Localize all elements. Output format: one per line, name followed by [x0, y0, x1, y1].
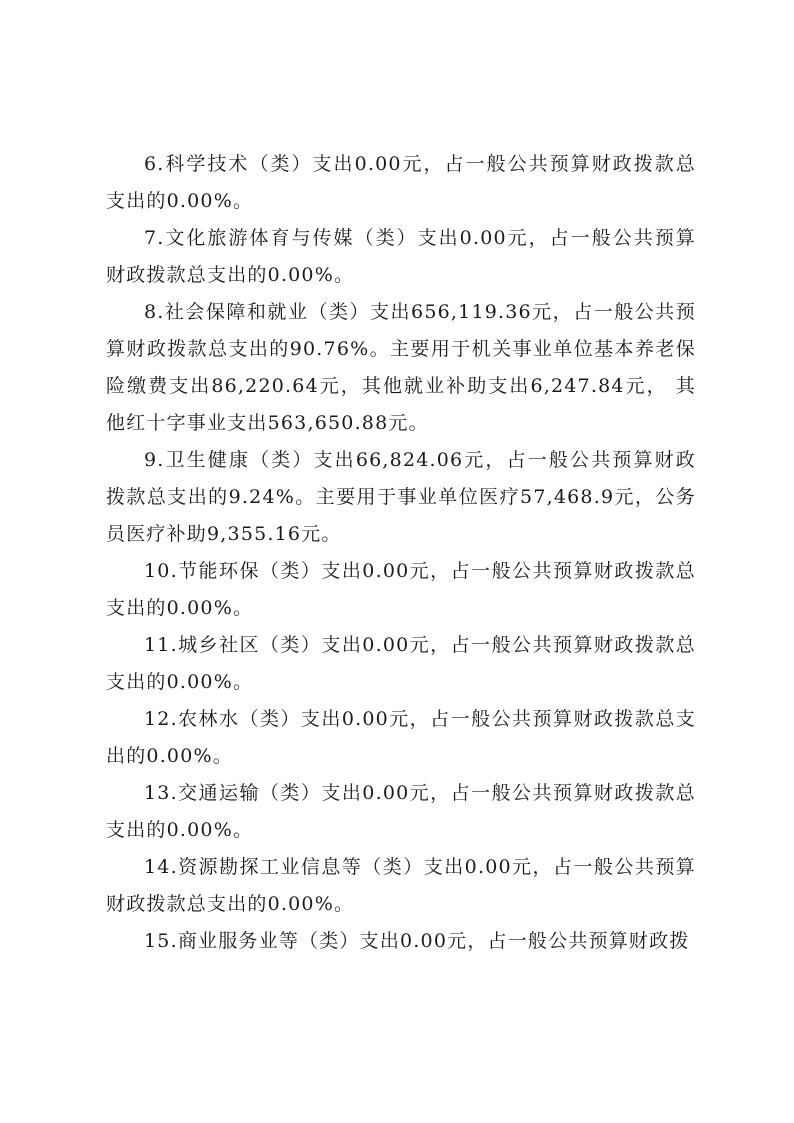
paragraph-social-security-employment: 8.社会保障和就业（类）支出656,119.36元，占一般公共预算财政拨款总支出的90.76%。主要用于机关事业单位基本养老保险缴费支出86,220.64元，其他就业补助支出6,247.84元， 其他红十字事业支出563,650.88元。 [106, 301, 696, 434]
paragraph-agriculture-forestry-water: 12.农林水（类）支出0.00元，占一般公共预算财政拨款总支出的0.00%。 [106, 708, 696, 767]
paragraph-resource-exploration-industry: 14.资源勘探工业信息等（类）支出0.00元，占一般公共预算财政拨款总支出的0.00%。 [106, 856, 696, 915]
paragraph-science-technology: 6.科学技术（类）支出0.00元，占一般公共预算财政拨款总支出的0.00%。 [106, 153, 696, 212]
paragraph-energy-environment: 10.节能环保（类）支出0.00元，占一般公共预算财政拨款总支出的0.00%。 [106, 560, 696, 619]
paragraph-health: 9.卫生健康（类）支出66,824.06元，占一般公共预算财政拨款总支出的9.24%。主要用于事业单位医疗57,468.9元，公务员医疗补助9,355.16元。 [106, 449, 696, 545]
paragraph-urban-rural-community: 11.城乡社区（类）支出0.00元，占一般公共预算财政拨款总支出的0.00%。 [106, 634, 696, 693]
document-body [106, 146, 696, 960]
paragraph-culture-tourism-sports-media: 7.文化旅游体育与传媒（类）支出0.00元，占一般公共预算财政拨款总支出的0.00%。 [106, 227, 696, 286]
paragraph-transportation: 13.交通运输（类）支出0.00元，占一般公共预算财政拨款总支出的0.00%。 [106, 782, 696, 841]
paragraph-commerce-services: 15.商业服务业等（类）支出0.00元，占一般公共预算财政拨 [144, 930, 690, 952]
